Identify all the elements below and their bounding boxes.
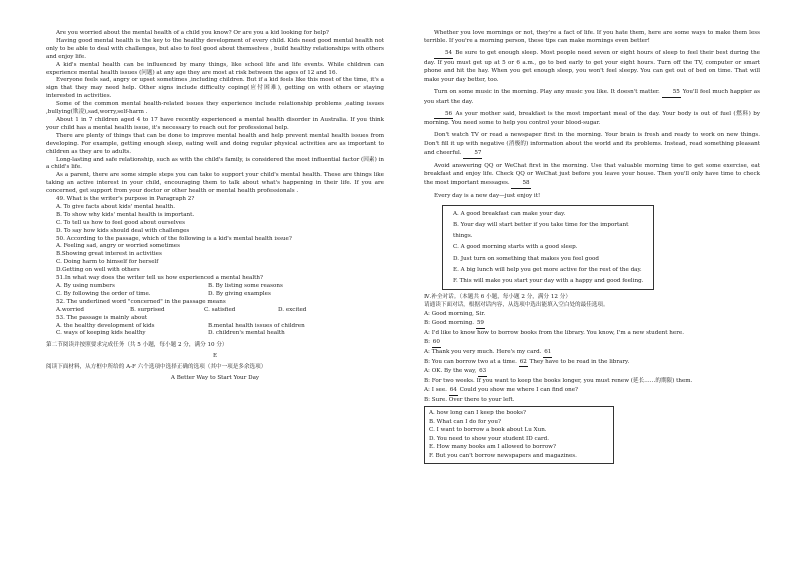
options-box [442, 205, 654, 290]
section-heading: Ⅳ.补全对话。（本题共 6 小题，每小题 2 分，满分 12 分） [424, 294, 571, 301]
box-option: F. But you can't borrow newspapers and magazines. [429, 453, 577, 460]
passage-paragraph: Some of the common mental health-related issues they experience include relationship problems ,eating issues ,bullying(欺凌),sad,worry,self-harm . [46, 101, 384, 116]
passage-letter: E [212, 353, 218, 360]
dialogue-line [424, 386, 760, 396]
option-a: A.worried [56, 306, 85, 313]
box-option: E. A big lunch will help you get more active for the rest of the day. [453, 266, 642, 273]
box-option: B. Your day will start better if you take time for the important things. [453, 221, 629, 240]
box-option: D. Just turn on something that makes you feel good [453, 255, 599, 262]
passage-paragraph: A kid's mental health can be influenced by many things, like school life and life events. While children can experience mental health issues (问题) at any age they are most at risk between the ages of 12 and 16. [46, 61, 384, 76]
option-d: D. To say how kids should deal with challenges [56, 227, 190, 234]
blank-60: 60 [432, 338, 441, 348]
box-option: A. A good breakfast can make your day. [453, 210, 566, 217]
passage-paragraph: There are plenty of things that can be done to improve mental health and help prevent mental health issues from developing. For example, getting enough sleep, eating well and doing regular physical activities are as important to children as they are to adults. [46, 132, 384, 155]
passage-paragraph: Are you worried about the mental health of a child you know? Or are you a kid looking for help? [56, 30, 329, 36]
dialogue-line [424, 358, 760, 368]
question-51 [46, 275, 384, 299]
line-text: A: Thank you very much. Here's my card. [424, 348, 542, 355]
box-option: D. You need to show your student ID card. [429, 435, 549, 442]
option-a: A. To give facts about kids' mental health. [56, 203, 175, 210]
question-stem: 51.In what way does the writer tell us how experienced a mental health? [56, 275, 264, 282]
blank-61: 61 [543, 348, 552, 358]
passage-paragraph: Every day is a new day—just enjoy it! [434, 192, 541, 199]
options-row [46, 307, 384, 315]
question-49 [46, 196, 384, 236]
paragraph-text: Be sure to get enough sleep. Most people need seven or eight hours of sleep to feel their best during the day. If you must get up at 5 or 6 a.m., go to bed early to get your eight hours. Turn off the TV, computer or smart phone and hit the hay. When you get enough sleep, you won't feel sleepy. You can get out of bed on time. That will make your day better, too. [424, 49, 760, 84]
option-b: B. By listing some reasons [208, 283, 283, 289]
blank-57: 57 [463, 149, 482, 159]
line-text: A: OK. By the way, [424, 368, 477, 375]
blank-54: 54 [434, 49, 453, 59]
line-text: A: I see. [424, 387, 447, 394]
question-stem: 50. According to the passage, which of the following is a kid's mental health issue? [56, 235, 292, 242]
blank-56: 56 [434, 110, 453, 120]
blank-55: 55 [662, 88, 681, 98]
passage-paragraph [424, 131, 760, 158]
dialogue-line: A: Good morning, Sir. [424, 311, 486, 317]
options-row [46, 323, 384, 331]
question-stem: 53. The passage is mainly about [56, 314, 148, 321]
box-option: E. How many books am I allowed to borrow? [429, 444, 556, 451]
line-text: Could you show me where I can find one? [459, 387, 579, 394]
options-row [46, 330, 384, 338]
passage-paragraph [424, 88, 760, 107]
line-text: They have to be read in the library. [529, 358, 630, 365]
option-c: C. Doing harm to himself for herself [56, 259, 159, 266]
question-stem: 52. The underlined word "concerned" in the passage means [56, 298, 226, 305]
blank-63: 63 [478, 367, 487, 377]
paragraph-text: Don't watch TV or read a newspaper first in the morning. Your brain is fresh and ready to work on new things. Don't fill it up with negative (消极的) information about the world and its problems. Instead, read something pleasant and cheerful. [424, 132, 760, 156]
line-text: B: Good morning. [424, 319, 475, 326]
option-d: D.Getting on well with others [56, 267, 140, 274]
line-text: B: You can borrow two at a time. [424, 358, 517, 365]
paragraph-text: Avoid answering QQ or WeChat first in the morning. Use that valuable morning time to get some exercise, eat breakfast and enjoy life. Check QQ or WeChat just before you leave your house. Then you'll only have time to check the most important messages. [424, 162, 760, 187]
question-stem: 49. What is the writer's purpose in Paragraph 2? [56, 196, 195, 203]
dialogue-line [424, 319, 760, 329]
passage-paragraph: Whether you love mornings or not, they're a fact of life. If you hate them, here are some ways to make them less terrible. If you're a morning person, these tips can make mornings even better! [424, 30, 760, 44]
blank-62: 62 [519, 358, 528, 368]
option-c: C. By following the order of time. [56, 290, 151, 297]
passage-title: A Better Way to Start Your Day [170, 375, 260, 382]
passage-paragraph [424, 49, 760, 85]
paragraph-text: You'll feel much happier as you start the day. [424, 89, 760, 105]
box-option: B. What can I do for you? [429, 418, 501, 425]
box-option: F. This will make you start your day with a happy and good feeling. [453, 277, 644, 284]
option-c: C. To tell us how to feel good about ourselves [56, 219, 185, 226]
question-52 [46, 299, 384, 315]
blank-59: 59 [476, 319, 485, 329]
option-d: D. excited [278, 306, 307, 313]
dialogue-line: A: I'd like to know how to borrow books from the library. You know, I'm a new student here. [424, 329, 684, 336]
line-text: B: [424, 338, 430, 345]
option-c: C. satisfied [204, 306, 236, 313]
blank-58: 58 [511, 179, 530, 189]
dialogue-line [424, 367, 760, 377]
passage-paragraph: Everyone feels sad, angry or upset sometimes ,including children. But if a kid feels like this most of the time, it's a sign that they may need help. Other signs include difficulty coping(应付困难), getting on with others or staying interested in activities. [46, 77, 384, 100]
paragraph-text: As your mother said, breakfast is the most important meal of the day. Your body is out of fuel (燃料) by morning. You need some to help you control your blood-sugar. [424, 110, 760, 127]
option-c: C. ways of keeping kids healthy [56, 330, 146, 337]
left-column [46, 30, 384, 383]
dialogue-line: B: For two weeks. If you want to keep the books longer, you must renew (延长……的期限) them. [424, 378, 693, 385]
option-a: A. the healthy development of kids [56, 322, 155, 329]
paragraph-text: Turn on some music in the morning. Play any music you like. It doesn't matter. [434, 89, 660, 95]
question-50 [46, 236, 384, 276]
box-option: A. how long can I keep the books? [429, 410, 526, 417]
options-row [46, 291, 384, 299]
section-instruction: 请通读下面对话，根据对话内容，从选项中选出能填入空白处的最佳选项。 [424, 302, 609, 309]
dialogue [424, 310, 760, 405]
passage-paragraph: About 1 in 7 children aged 4 to 17 have recently experienced a mental health disorder in Australia. If you think your child has a mental health issue, it's necessary to reach out for professional help. [46, 116, 384, 131]
passage-paragraph: Long-lasting and safe relationship, such as with the child's family, is considered the most influential factor (因素) in a child's life. [46, 156, 384, 171]
passage-paragraph: Having good mental health is the key to the healthy development of every child. Kids need good mental health not only to be able to deal with challenges, but also to feel good about themselves , build healthy relationships with others and enjoy life. [46, 37, 384, 60]
right-column [424, 30, 760, 464]
section-instruction: 阅读下面材料，从方框中所给的 A-F 六个选项中选择正确的选项（其中一项是多余选项） [46, 364, 267, 371]
options-row [46, 283, 384, 291]
box-option: C. A good morning starts with a good sleep. [453, 244, 578, 251]
passage-paragraph: As a parent, there are some simple steps you can take to support your child's mental health. These are things like taking an active interest in your child, encouraging them to talk about what's happening in their life. If you are concerned, get support from your doctor or other health or mental health professionals . [46, 172, 384, 195]
blank-64: 64 [449, 386, 458, 396]
dialogue-line: B: Sure. Over there to your left. [424, 397, 515, 404]
option-b: B. surprised [130, 306, 165, 313]
section-heading: 第二节阅读并按照要求完成任务（共 5 小题，每小题 2 分，满分 10 分） [46, 342, 228, 349]
option-b: B.Showing great interest in activities [56, 251, 162, 258]
option-d: D. children's mental health [208, 330, 285, 337]
box-option: C. I want to borrow a book about Lu Xun. [429, 427, 547, 434]
option-a: A. Feeling sad, angry or worried sometimes [56, 243, 180, 250]
option-d: D. By giving examples [208, 290, 271, 297]
option-b: B. To show why kids' mental health is important. [56, 211, 195, 218]
option-a: A. By using numbers [56, 283, 115, 289]
passage-paragraph [424, 162, 760, 189]
dialogue-options-box [424, 406, 614, 464]
option-b: B.mental health issues of children [208, 322, 305, 329]
passage-paragraph [424, 110, 760, 129]
question-53 [46, 315, 384, 339]
dialogue-line [424, 348, 760, 358]
dialogue-line [424, 338, 760, 348]
